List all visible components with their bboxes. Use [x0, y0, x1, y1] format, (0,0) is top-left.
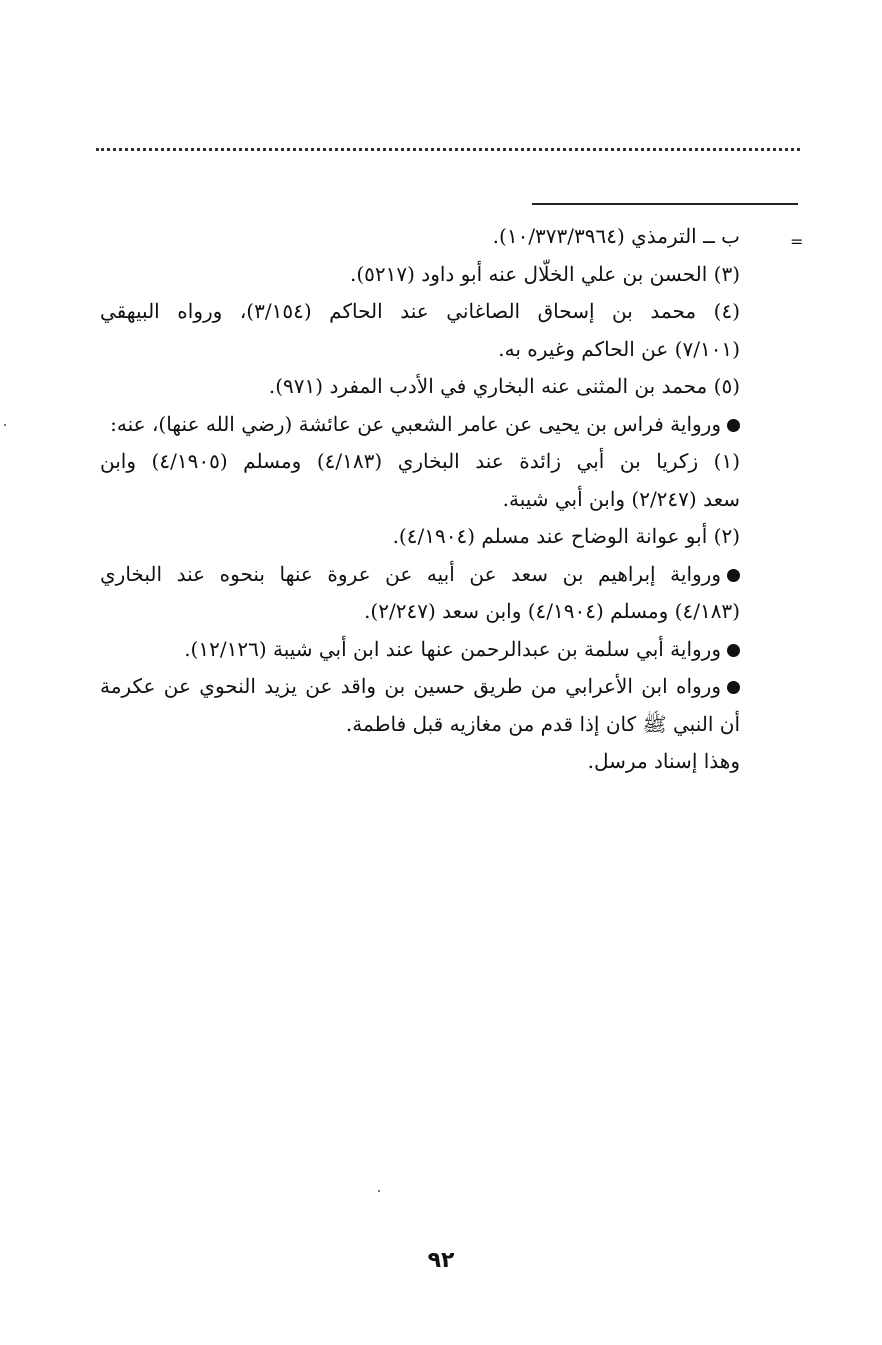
footnote-line: [100, 406, 740, 444]
bullet-icon: [727, 569, 740, 582]
footnote-line: وهذا إسناد مرسل.: [587, 749, 740, 773]
footnote-line: (٣) الحسن بن علي الخلّال عنه أبو داود (٥٢١٧).: [349, 261, 740, 286]
page-number: ٩٢: [427, 1248, 455, 1273]
bullet-icon: [727, 681, 740, 694]
footnote-line: [100, 631, 740, 669]
footnote-line: (٤/١٨٣) ومسلم (٤/١٩٠٤) وابن سعد (٢/٢٤٧).: [364, 599, 740, 623]
footnote-line: [100, 668, 740, 706]
footnote-line: أن النبي ﷺ كان إذا قدم من مغازيه قبل فاطمة.: [345, 711, 740, 736]
bullet-icon: [727, 644, 740, 657]
bullet-icon: [727, 419, 740, 432]
footnotes-block: [100, 218, 740, 781]
footnote-line: [100, 556, 740, 594]
footnote-line-text: ورواية فراس بن يحيى عن عامر الشعبي عن عائشة (رضي الله عنها)، عنه:: [110, 411, 721, 436]
footnote-line: (٧/١٠١) عن الحاكم وغيره به.: [498, 336, 740, 361]
continuation-mark: =: [790, 232, 804, 251]
footnote-line: سعد (٢/٢٤٧) وابن أبي شيبة.: [502, 486, 740, 511]
footnote-line-text: ورواية أبي سلمة بن عبدالرحمن عنها عند ابن أبي شيبة (١٢/١٢٦).: [184, 636, 721, 661]
margin-dot: [4, 424, 6, 426]
dotted-divider: [96, 148, 800, 151]
margin-dot: [378, 1190, 380, 1192]
footnote-line: (١) زكريا بن أبي زائدة عند البخاري (٤/١٨٣) ومسلم (٤/١٩٠٥) وابن: [100, 449, 741, 473]
footnote-rule: [532, 203, 798, 205]
footnote-line: (٤) محمد بن إسحاق الصاغاني عند الحاكم (٣/١٥٤)، ورواه البيهقي: [100, 299, 740, 323]
footnote-line-text: ورواه ابن الأعرابي من طريق حسين بن واقد عن يزيد النحوي عن عكرمة: [100, 674, 721, 698]
footnote-line: (٢) أبو عوانة الوضاح عند مسلم (٤/١٩٠٤).: [392, 524, 740, 548]
footnote-line: ب ــ الترمذي (١٠/٣٧٣/٣٩٦٤).: [492, 224, 740, 248]
footnote-line-text: ورواية إبراهيم بن سعد عن أبيه عن عروة عنها بنحوه عند البخاري: [100, 561, 721, 586]
footnote-line: (٥) محمد بن المثنى عنه البخاري في الأدب المفرد (٩٧١).: [268, 374, 740, 398]
